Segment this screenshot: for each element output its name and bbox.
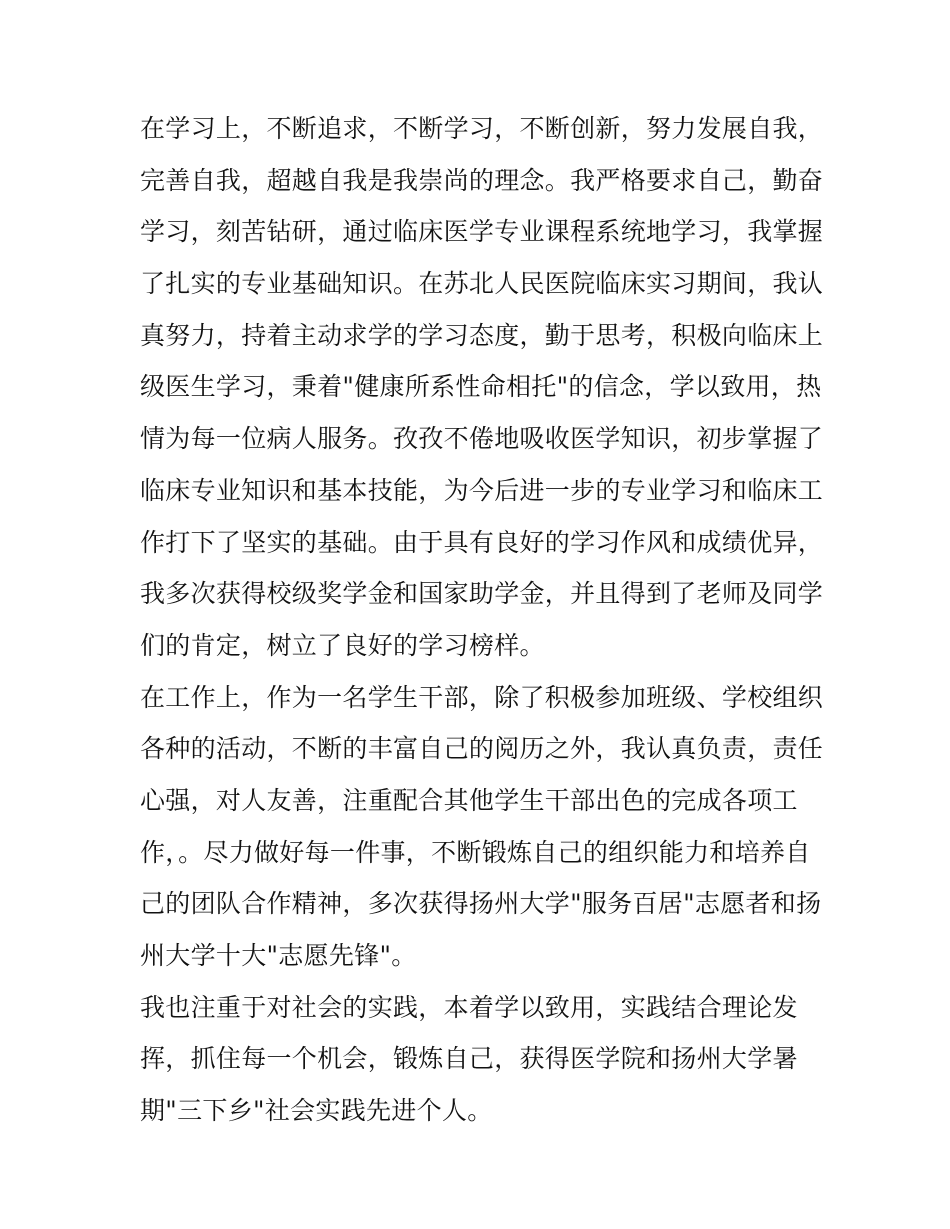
- text-line: 了扎实的专业基础知识。在苏北人民医院临床实习期间，我认: [140, 269, 824, 299]
- text-line: 我多次获得校级奖学金和国家助学金，并且得到了老师及同学: [140, 579, 824, 609]
- text-line: 级医生学习，秉着"健康所系性命相托"的信念，学以致用，热: [140, 372, 822, 402]
- text-line: 我也注重于对社会的实践，本着学以致用，实践结合理论发: [140, 992, 798, 1022]
- text-line: 州大学十大"志愿先锋"。: [140, 941, 417, 970]
- text-line: 己的团队合作精神，多次获得扬州大学"服务百居"志愿者和扬: [140, 889, 822, 919]
- text-line: 在工作上，作为一名学生干部，除了积极参加班级、学校组织: [140, 682, 824, 712]
- text-line: 真努力，持着主动求学的学习态度，勤于思考，积极向临床上: [140, 320, 824, 350]
- paragraph-work: [140, 672, 824, 982]
- text-line: 挥，抓住每一个机会，锻炼自己，获得医学院和扬州大学暑: [140, 1044, 798, 1074]
- paragraph-study: [140, 103, 824, 672]
- text-line: 情为每一位病人服务。孜孜不倦地吸收医学知识，初步掌握了: [140, 424, 824, 454]
- document-page: [140, 103, 824, 1137]
- text-line: 各种的活动，不断的丰富自己的阅历之外，我认真负责，责任: [140, 734, 824, 764]
- text-line: 期"三下乡"社会实践先进个人。: [140, 1096, 493, 1126]
- text-line: 完善自我，超越自我是我崇尚的理念。我严格要求自己，勤奋: [140, 165, 824, 195]
- text-line: 临床专业知识和基本技能，为今后进一步的专业学习和临床工: [140, 475, 824, 505]
- text-line: 作，。尽力做好每一件事，不断锻炼自己的组织能力和培养自: [140, 837, 811, 867]
- paragraph-practice: [140, 982, 820, 1137]
- text-line: 学习，刻苦钻研，通过临床医学专业课程系统地学习，我掌握: [140, 217, 824, 247]
- text-line: 们的肯定，树立了良好的学习榜样。: [140, 630, 545, 660]
- text-line: 作打下了坚实的基础。由于具有良好的学习作风和成绩优异，: [140, 527, 824, 557]
- text-line: 在学习上，不断追求，不断学习，不断创新，努力发展自我，: [140, 114, 824, 143]
- text-line: 心强，对人友善，注重配合其他学生干部出色的完成各项工: [140, 785, 798, 815]
